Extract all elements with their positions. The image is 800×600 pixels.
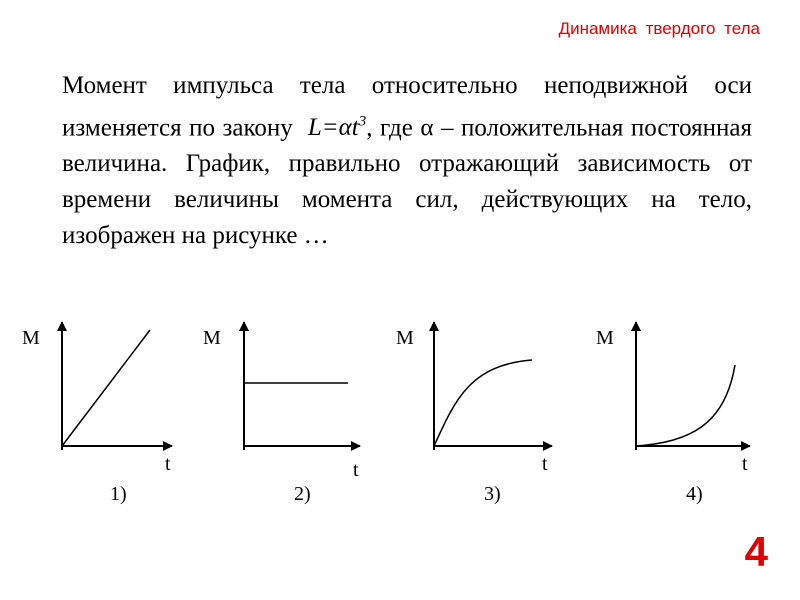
graph-option-1[interactable] <box>22 322 172 505</box>
question-part1: Момент импульса тела относительно неподвижной оси изменяется по закону <box>62 72 752 142</box>
graph-option-3[interactable] <box>396 322 552 505</box>
x-axis-label: t <box>542 453 548 475</box>
option-label: 3) <box>484 483 501 505</box>
option-label: 4) <box>686 483 703 505</box>
graph-option-4[interactable] <box>596 322 750 505</box>
y-axis-label: M <box>396 327 414 349</box>
option-label: 1) <box>110 483 127 505</box>
page-number: 4 <box>744 528 768 575</box>
x-axis-label: t <box>353 459 359 481</box>
question-part2: , где α – положительная постоянная величина. График, правильно отражающий зависимость от времени величины момента сил, действующих на тело, изображен на рисунке … <box>62 114 753 250</box>
topic-header: Динамика твердого тела <box>558 19 760 38</box>
formula: $L=\alpha t^3$ <box>307 114 367 142</box>
option-label: 2) <box>294 483 311 505</box>
x-axis-label: t <box>742 453 748 475</box>
curve-convex <box>636 365 735 446</box>
y-axis-label: M <box>22 327 40 349</box>
curve-linear <box>62 330 150 446</box>
y-axis-label: M <box>203 327 221 349</box>
x-axis-label: t <box>165 453 171 475</box>
curve-concave <box>434 360 532 446</box>
graph-option-2[interactable] <box>203 322 360 505</box>
y-axis-label: M <box>596 327 614 349</box>
